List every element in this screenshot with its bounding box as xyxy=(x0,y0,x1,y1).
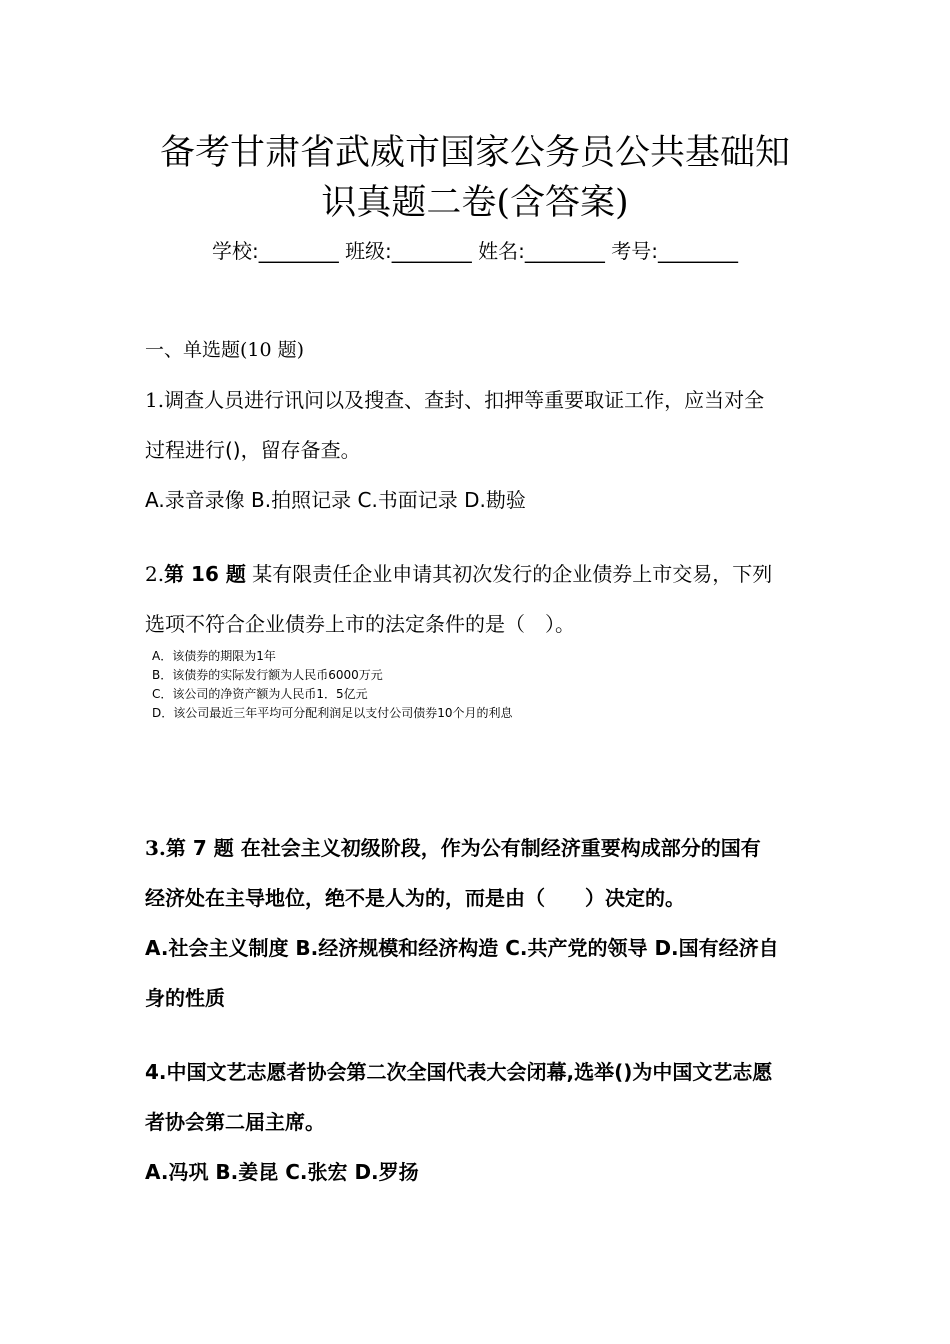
q2-options-image xyxy=(152,647,652,723)
q2-option-a: A．该债券的期限为1年 xyxy=(152,649,276,663)
section-heading: 一、单选题(10 题) xyxy=(145,339,305,361)
name-field: 姓名:________ xyxy=(478,239,605,263)
q2-number: 2. xyxy=(145,562,165,586)
q4-options: A.冯巩 B.姜昆 C.张宏 D.罗扬 xyxy=(145,1160,419,1184)
q1-text-line-2: 过程进行()，留存备查。 xyxy=(145,438,361,462)
q3-options-line-1: A.社会主义制度 B.经济规模和经济构造 C.共产党的领导 D.国有经济自 xyxy=(145,936,779,960)
school-field: 学校:________ xyxy=(211,239,339,263)
q1-number: 1. xyxy=(145,388,165,412)
q3-label: 第 7 题 xyxy=(165,836,234,860)
question-2 xyxy=(145,549,810,649)
document-title xyxy=(120,128,830,228)
question-3 xyxy=(145,823,810,1023)
title-line-2: 识真题二卷(含答案) xyxy=(321,183,629,223)
q3-text-line-2: 经济处在主导地位，绝不是人为的，而是由（ ）决定的。 xyxy=(145,886,685,910)
q4-text-line-2: 者协会第二届主席。 xyxy=(145,1110,325,1134)
q3-options-line-2: 身的性质 xyxy=(145,986,225,1010)
title-line-1: 备考甘肃省武威市国家公务员公共基础知 xyxy=(159,133,790,173)
q3-number: 3. xyxy=(145,836,166,860)
q2-label: 第 16 题 xyxy=(164,562,246,586)
student-info-line xyxy=(0,236,950,266)
q2-option-d: D．该公司最近三年平均可分配利润足以支付公司债券10个月的利息 xyxy=(152,706,513,720)
q4-text-line-1: 4.中国文艺志愿者协会第二次全国代表大会闭幕,选举()为中国文艺志愿 xyxy=(145,1060,773,1084)
question-4 xyxy=(145,1047,810,1197)
q3-text-line-1: 在社会主义初级阶段，作为公有制经济重要构成部分的国有 xyxy=(233,836,761,860)
question-1 xyxy=(145,375,810,475)
q2-text-line-2: 选项不符合企业债券上市的法定条件的是（ ）。 xyxy=(145,612,575,636)
q2-option-b: B．该债券的实际发行额为人民币6000万元 xyxy=(152,668,383,682)
q1-text-line-1: 调查人员进行讯问以及搜查、查封、扣押等重要取证工作，应当对全 xyxy=(164,388,765,412)
class-field: 班级:________ xyxy=(345,239,472,263)
q2-text-line-1: 某有限责任企业申请其初次发行的企业债券上市交易，下列 xyxy=(245,562,773,586)
exam-id-field: 考号:________ xyxy=(611,239,739,263)
q2-option-c: C．该公司的净资产额为人民币1．5亿元 xyxy=(152,687,368,701)
q1-options: A.录音录像 B.拍照记录 C.书面记录 D.勘验 xyxy=(145,488,526,512)
